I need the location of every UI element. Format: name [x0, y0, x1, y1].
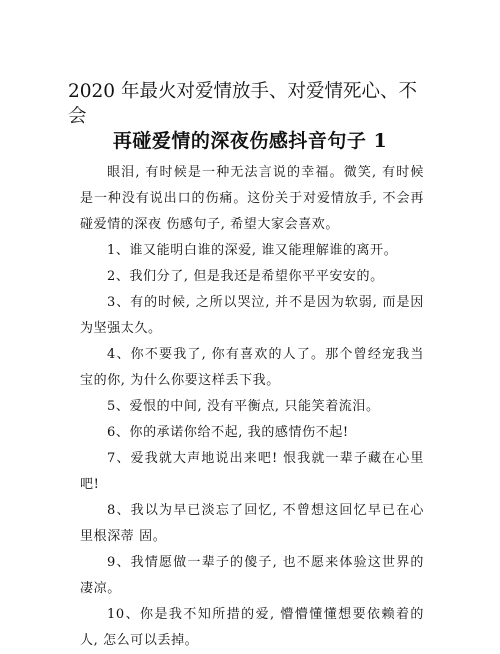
quote-item-1: 1、谁又能明白谁的深爱, 谁又能理解谁的离开。: [107, 243, 398, 258]
quote-item-2: 2、我们分了, 但是我还是希望你平平安安的。: [107, 269, 384, 284]
quote-item-6: 6、你的承诺你给不起, 我的感情伤不起!: [107, 425, 349, 440]
page-subtitle: 再碰爱情的深夜伤感抖音句子 1: [112, 130, 388, 152]
quote-item-4: 4、你不要我了, 你有喜欢的人了。那个曾经宠我当宝的你, 为什么你要这样丢下我。: [80, 347, 424, 388]
quote-item-8: 8、我以为早已淡忘了回忆, 不曾想这回忆早已在心里根深蒂 固。: [80, 503, 424, 544]
quote-item-5: 5、爱恨的中间, 没有平衡点, 只能笑着流泪。: [107, 399, 380, 414]
intro-paragraph: 眼泪, 有时候是一种无法言说的幸福。微笑, 有时候是一种没有说出口的伤痛。这份关于对爱情放手, 不会再碰爱情的深夜 伤感句子, 希望大家会喜欢。: [80, 165, 424, 232]
quote-item-3: 3、有的时候, 之所以哭泣, 并不是因为软弱, 而是因为坚强太久。: [80, 295, 424, 336]
quote-item-9: 9、我情愿做一辈子的傻子, 也不愿来体验这世界的凄凉。: [80, 555, 424, 596]
quote-item-10: 10、你是我不知所措的爱, 懵懵懂懂想要依赖着的人, 怎么可以丢掉。: [80, 607, 424, 648]
page-title: 2020 年最火对爱情放手、对爱情死心、不会: [68, 81, 417, 127]
quote-item-7: 7、爱我就大声地说出来吧! 恨我就一辈子藏在心里吧!: [80, 451, 424, 492]
article-body: [80, 160, 424, 654]
